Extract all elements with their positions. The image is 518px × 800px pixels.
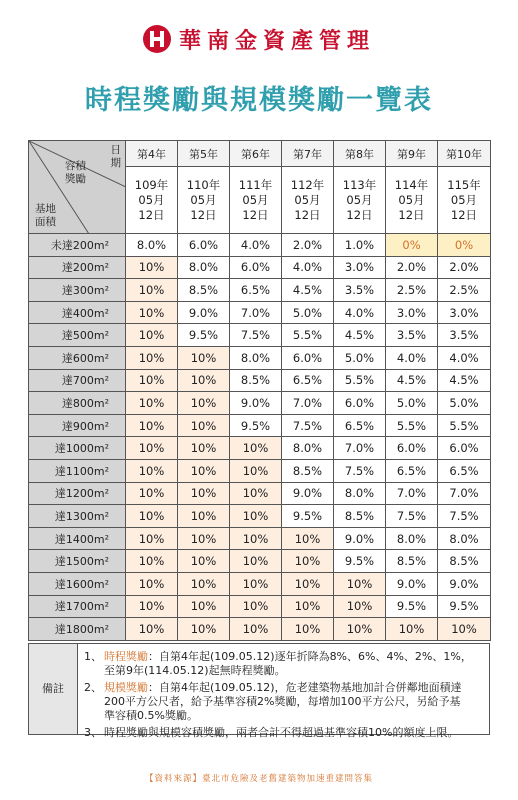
reward-value-cell: 3.5%	[386, 324, 438, 347]
table-row	[29, 324, 491, 347]
reward-value-cell: 8.5%	[230, 369, 282, 392]
reward-value-cell: 6.5%	[230, 279, 282, 302]
reward-value-cell: 8.5%	[334, 505, 386, 528]
reward-value-cell: 8.0%	[282, 437, 334, 460]
note-title: 規模獎勵	[104, 681, 148, 694]
reward-value-cell: 9.0%	[282, 482, 334, 505]
table-row	[29, 482, 491, 505]
reward-value-cell: 8.0%	[178, 256, 230, 279]
reward-value-cell: 10%	[334, 572, 386, 595]
table-row	[29, 618, 491, 641]
reward-value-cell: 10%	[126, 279, 178, 302]
corner-label-area: 基地 面積	[35, 203, 56, 228]
reward-value-cell: 10%	[126, 392, 178, 415]
reward-value-cell: 10%	[126, 369, 178, 392]
date-part: 12日	[190, 207, 217, 222]
row-area-label: 達1200m²	[29, 482, 126, 505]
column-year-header: 第5年	[178, 141, 230, 167]
date-part: 114年	[394, 177, 429, 192]
reward-value-cell: 8.5%	[438, 550, 491, 573]
reward-value-cell: 3.0%	[438, 301, 491, 324]
table-row	[29, 595, 491, 618]
source-note: 【資料來源】臺北市危險及老舊建築物加速重建問答集	[144, 774, 373, 784]
reward-value-cell: 9.0%	[178, 301, 230, 324]
note-line-text: ：自第4年起(109.05.12)，危老建築物基地加計合併鄰地面積達	[148, 681, 462, 694]
reward-value-cell: 10%	[126, 572, 178, 595]
table-row	[29, 279, 491, 302]
reward-value-cell: 1.0%	[334, 234, 386, 257]
reward-value-cell: 8.0%	[126, 234, 178, 257]
reward-value-cell: 10%	[178, 572, 230, 595]
reward-value-cell: 3.0%	[386, 301, 438, 324]
row-area-label: 達600m²	[29, 346, 126, 369]
row-area-label: 達800m²	[29, 392, 126, 415]
note-line	[104, 695, 462, 709]
note-number: 3、	[84, 726, 102, 739]
reward-value-cell: 8.5%	[282, 459, 334, 482]
reward-value-cell: 9.0%	[230, 392, 282, 415]
reward-value-cell: 10%	[126, 459, 178, 482]
reward-value-cell: 10%	[386, 618, 438, 641]
reward-value-cell: 5.5%	[438, 414, 491, 437]
column-year-header: 第9年	[386, 141, 438, 167]
row-area-label: 達1400m²	[29, 527, 126, 550]
table-row	[29, 572, 491, 595]
reward-value-cell: 10%	[126, 437, 178, 460]
reward-value-cell: 2.0%	[438, 256, 491, 279]
note-line-text: 時程獎勵與規模容積獎勵，兩者合計不得超過基準容積10%的額度上限。	[104, 726, 459, 739]
reward-value-cell: 10%	[230, 437, 282, 460]
row-area-label: 達900m²	[29, 414, 126, 437]
date-part: 12日	[294, 207, 321, 222]
table-row	[29, 234, 491, 257]
note-text	[104, 650, 472, 678]
reward-value-cell: 10%	[230, 482, 282, 505]
column-year-header: 第7年	[282, 141, 334, 167]
reward-value-cell: 10%	[126, 527, 178, 550]
table-row	[29, 392, 491, 415]
note-line	[104, 709, 462, 723]
reward-value-cell: 9.0%	[334, 527, 386, 550]
reward-value-cell: 10%	[282, 595, 334, 618]
reward-value-cell: 0%	[386, 234, 438, 257]
notes-label: 備註	[29, 644, 78, 734]
reward-value-cell: 5.5%	[386, 414, 438, 437]
row-area-label: 達1500m²	[29, 550, 126, 573]
table-row	[29, 505, 491, 528]
reward-value-cell: 9.5%	[386, 595, 438, 618]
reward-value-cell: 2.5%	[386, 279, 438, 302]
reward-value-cell: 9.5%	[178, 324, 230, 347]
note-line-text: 200平方公尺者，給予基準容積2%獎勵，每增加100平方公尺，另給予基	[104, 695, 461, 708]
date-part: 12日	[450, 207, 478, 222]
date-part: 115年	[447, 177, 481, 192]
reward-value-cell: 4.0%	[334, 301, 386, 324]
date-part: 112年	[290, 177, 325, 192]
note-item	[84, 681, 483, 723]
reward-value-cell: 10%	[334, 595, 386, 618]
reward-value-cell: 4.5%	[334, 324, 386, 347]
reward-value-cell: 6.0%	[386, 437, 438, 460]
column-date-header	[438, 167, 491, 234]
reward-value-cell: 8.0%	[386, 527, 438, 550]
corner-label-reward: 容積 獎勵	[65, 160, 86, 185]
reward-value-cell: 10%	[282, 618, 334, 641]
reward-value-cell: 9.0%	[438, 572, 491, 595]
note-line	[104, 650, 472, 664]
reward-value-cell: 10%	[178, 414, 230, 437]
row-area-label: 達1000m²	[29, 437, 126, 460]
table-row	[29, 527, 491, 550]
row-area-label: 達1300m²	[29, 505, 126, 528]
reward-value-cell: 10%	[230, 459, 282, 482]
reward-value-cell: 6.5%	[282, 369, 334, 392]
note-text	[104, 681, 462, 723]
reward-value-cell: 2.5%	[438, 279, 491, 302]
reward-value-cell: 7.5%	[230, 324, 282, 347]
note-line-text: 準容積0.5%獎勵。	[104, 709, 198, 722]
date-part: 05月	[346, 192, 373, 207]
reward-value-cell: 6.0%	[178, 234, 230, 257]
reward-value-cell: 5.0%	[334, 346, 386, 369]
column-date-header	[178, 167, 230, 234]
table-row	[29, 346, 491, 369]
reward-value-cell: 10%	[126, 618, 178, 641]
reward-value-cell: 8.5%	[386, 550, 438, 573]
date-part: 12日	[398, 207, 425, 222]
reward-value-cell: 10%	[126, 256, 178, 279]
reward-value-cell: 8.5%	[178, 279, 230, 302]
note-text	[104, 726, 458, 740]
reward-value-cell: 10%	[334, 618, 386, 641]
column-date-header	[386, 167, 438, 234]
column-date-header	[126, 167, 178, 234]
reward-value-cell: 4.0%	[230, 234, 282, 257]
reward-value-cell: 4.0%	[438, 346, 491, 369]
reward-value-cell: 5.5%	[334, 369, 386, 392]
table-row	[29, 369, 491, 392]
reward-value-cell: 8.0%	[334, 482, 386, 505]
table-corner-header	[29, 141, 126, 234]
reward-value-cell: 0%	[438, 234, 491, 257]
note-title: 時程獎勵	[104, 650, 148, 663]
table-row	[29, 256, 491, 279]
date-part: 113年	[342, 177, 377, 192]
reward-value-cell: 2.0%	[386, 256, 438, 279]
reward-value-cell: 10%	[230, 550, 282, 573]
reward-value-cell: 10%	[126, 414, 178, 437]
reward-value-cell: 4.5%	[282, 279, 334, 302]
reward-value-cell: 7.5%	[334, 459, 386, 482]
column-year-header: 第8年	[334, 141, 386, 167]
logo-icon	[143, 25, 171, 53]
column-year-header: 第10年	[438, 141, 491, 167]
reward-value-cell: 5.5%	[282, 324, 334, 347]
table-row	[29, 459, 491, 482]
column-year-header: 第4年	[126, 141, 178, 167]
reward-value-cell: 10%	[230, 618, 282, 641]
note-number: 1、	[84, 650, 102, 663]
reward-value-cell: 10%	[282, 550, 334, 573]
reward-value-cell: 9.5%	[230, 414, 282, 437]
row-area-label: 達1800m²	[29, 618, 126, 641]
reward-value-cell: 7.0%	[282, 392, 334, 415]
reward-value-cell: 3.5%	[438, 324, 491, 347]
note-item	[84, 726, 483, 740]
reward-value-cell: 10%	[178, 392, 230, 415]
reward-value-cell: 7.0%	[438, 482, 491, 505]
reward-value-cell: 8.0%	[438, 527, 491, 550]
date-part: 110年	[186, 177, 221, 192]
reward-value-cell: 7.5%	[438, 505, 491, 528]
reward-value-cell: 10%	[178, 369, 230, 392]
reward-value-cell: 7.5%	[282, 414, 334, 437]
reward-value-cell: 10%	[282, 572, 334, 595]
reward-value-cell: 5.0%	[438, 392, 491, 415]
reward-value-cell: 4.5%	[438, 369, 491, 392]
reward-value-cell: 10%	[126, 505, 178, 528]
date-part: 05月	[398, 192, 425, 207]
reward-value-cell: 10%	[230, 505, 282, 528]
note-line	[104, 664, 472, 678]
row-area-label: 未達200m²	[29, 234, 126, 257]
reward-value-cell: 10%	[178, 505, 230, 528]
date-part: 12日	[242, 207, 269, 222]
reward-value-cell: 3.5%	[334, 279, 386, 302]
row-area-label: 達1100m²	[29, 459, 126, 482]
date-part: 12日	[138, 207, 165, 222]
date-part: 05月	[294, 192, 321, 207]
reward-value-cell: 10%	[230, 572, 282, 595]
date-part: 109年	[134, 177, 169, 192]
row-area-label: 達700m²	[29, 369, 126, 392]
reward-value-cell: 9.5%	[438, 595, 491, 618]
reward-value-cell: 10%	[230, 527, 282, 550]
note-line	[104, 726, 458, 740]
table-row	[29, 301, 491, 324]
brand-name: 華南金資產管理	[178, 27, 375, 54]
brand-header	[0, 22, 518, 56]
reward-value-cell: 7.0%	[334, 437, 386, 460]
date-part: 05月	[242, 192, 269, 207]
reward-value-cell: 7.0%	[230, 301, 282, 324]
reward-value-cell: 10%	[282, 527, 334, 550]
reward-value-cell: 10%	[126, 482, 178, 505]
reward-value-cell: 10%	[178, 482, 230, 505]
reward-value-cell: 5.0%	[386, 392, 438, 415]
reward-value-cell: 4.0%	[282, 256, 334, 279]
note-line	[104, 681, 462, 695]
reward-value-cell: 10%	[178, 595, 230, 618]
note-item	[84, 650, 483, 678]
date-part: 05月	[138, 192, 165, 207]
reward-table	[28, 140, 491, 641]
date-part: 111年	[238, 177, 273, 192]
reward-value-cell: 10%	[126, 346, 178, 369]
reward-value-cell: 10%	[178, 437, 230, 460]
reward-value-cell: 10%	[438, 618, 491, 641]
row-area-label: 達500m²	[29, 324, 126, 347]
date-part: 12日	[346, 207, 373, 222]
row-area-label: 達200m²	[29, 256, 126, 279]
notes-body	[78, 644, 489, 739]
row-area-label: 達1600m²	[29, 572, 126, 595]
reward-value-cell: 10%	[126, 550, 178, 573]
reward-value-cell: 6.5%	[438, 459, 491, 482]
reward-value-cell: 5.0%	[282, 301, 334, 324]
note-line-text: ：自第4年起(109.05.12)逐年折降為8%、6%、4%、2%、1%，	[148, 650, 472, 663]
row-area-label: 達300m²	[29, 279, 126, 302]
row-area-label: 達400m²	[29, 301, 126, 324]
table-row	[29, 414, 491, 437]
note-number: 2、	[84, 681, 102, 694]
column-date-header	[334, 167, 386, 234]
reward-value-cell: 6.0%	[230, 256, 282, 279]
reward-value-cell: 10%	[230, 595, 282, 618]
reward-value-cell: 7.5%	[386, 505, 438, 528]
reward-value-cell: 10%	[126, 595, 178, 618]
column-year-header: 第6年	[230, 141, 282, 167]
notes-box	[28, 643, 490, 739]
reward-value-cell: 3.0%	[334, 256, 386, 279]
date-part: 05月	[190, 192, 217, 207]
reward-value-cell: 9.5%	[334, 550, 386, 573]
reward-value-cell: 6.5%	[334, 414, 386, 437]
reward-value-cell: 10%	[178, 550, 230, 573]
column-date-header	[282, 167, 334, 234]
reward-value-cell: 10%	[178, 527, 230, 550]
reward-value-cell: 10%	[126, 324, 178, 347]
corner-label-date: 日 期	[110, 144, 121, 169]
reward-value-cell: 10%	[178, 618, 230, 641]
reward-value-cell: 2.0%	[282, 234, 334, 257]
reward-value-cell: 4.0%	[386, 346, 438, 369]
note-line-text: 至第9年(114.05.12)起無時程獎勵。	[104, 664, 286, 677]
column-date-header	[230, 167, 282, 234]
reward-value-cell: 6.0%	[282, 346, 334, 369]
reward-value-cell: 7.0%	[386, 482, 438, 505]
reward-value-cell: 9.5%	[282, 505, 334, 528]
reward-value-cell: 4.5%	[386, 369, 438, 392]
reward-value-cell: 8.0%	[230, 346, 282, 369]
page-title: 時程獎勵與規模獎勵一覽表	[85, 85, 433, 116]
table-row	[29, 437, 491, 460]
date-part: 05月	[450, 192, 478, 207]
reward-value-cell: 10%	[178, 459, 230, 482]
reward-value-cell: 9.0%	[386, 572, 438, 595]
row-area-label: 達1700m²	[29, 595, 126, 618]
reward-value-cell: 10%	[178, 346, 230, 369]
reward-value-cell: 6.0%	[334, 392, 386, 415]
reward-value-cell: 10%	[126, 301, 178, 324]
reward-value-cell: 6.5%	[386, 459, 438, 482]
table-row	[29, 550, 491, 573]
reward-value-cell: 6.0%	[438, 437, 491, 460]
